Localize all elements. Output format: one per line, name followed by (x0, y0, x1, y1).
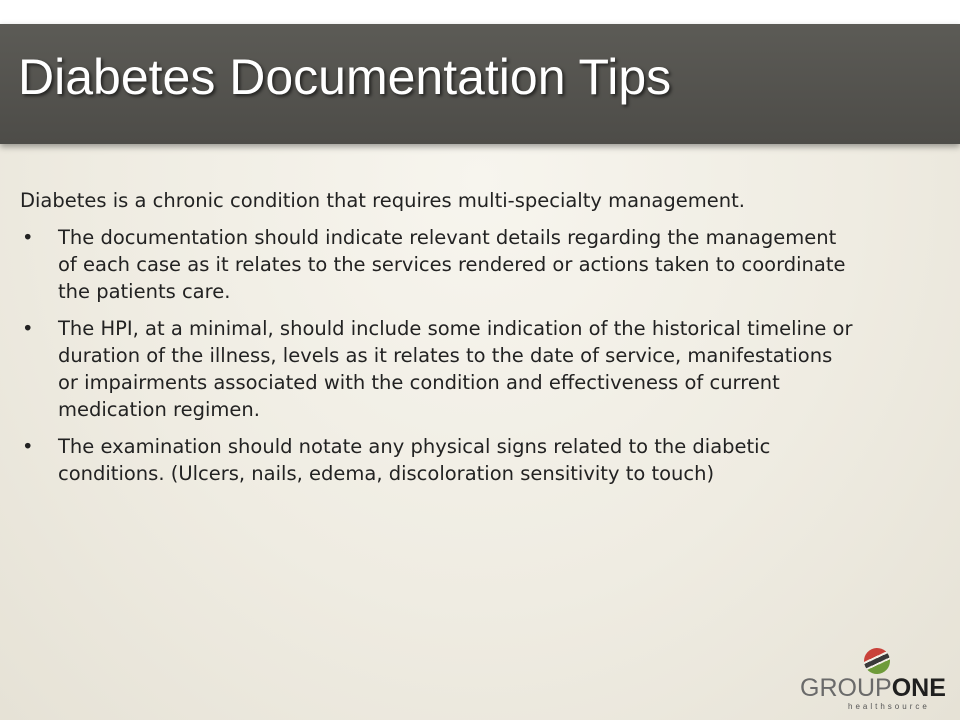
top-strip (0, 0, 960, 24)
bullet-icon: • (22, 226, 34, 249)
bullet-text: The examination should notate any physical signs related to the diabetic conditions. (Ulcers, nails, edema, discoloration sensitivity to touch) (58, 435, 771, 485)
bullet-text: The HPI, at a minimal, should include some indication of the historical timeline or duration of the illness, levels as it relates to the date of service, manifestations or impairments associated with the condition and effectiveness of current medication regimen. (58, 317, 853, 421)
logo-wordmark (800, 674, 946, 702)
bullet-item (20, 433, 855, 487)
bullet-list (20, 224, 855, 487)
bullet-icon: • (22, 435, 34, 458)
logo-word-bold: ONE (891, 674, 946, 702)
slide-title: Diabetes Documentation Tips (18, 49, 672, 105)
slide-content (20, 187, 855, 497)
bullet-icon: • (22, 317, 34, 340)
logo-word-light: GROUP (800, 674, 892, 702)
logo-subtitle: healthsource (848, 702, 930, 711)
group-one-logo (800, 648, 950, 710)
bullet-item (20, 224, 855, 305)
intro-paragraph: Diabetes is a chronic condition that requires multi-specialty management. (20, 189, 745, 212)
bullet-item (20, 315, 855, 423)
bullet-text: The documentation should indicate relevant details regarding the management of each case as it relates to the services rendered or actions taken to coordinate the patients care. (58, 226, 846, 303)
